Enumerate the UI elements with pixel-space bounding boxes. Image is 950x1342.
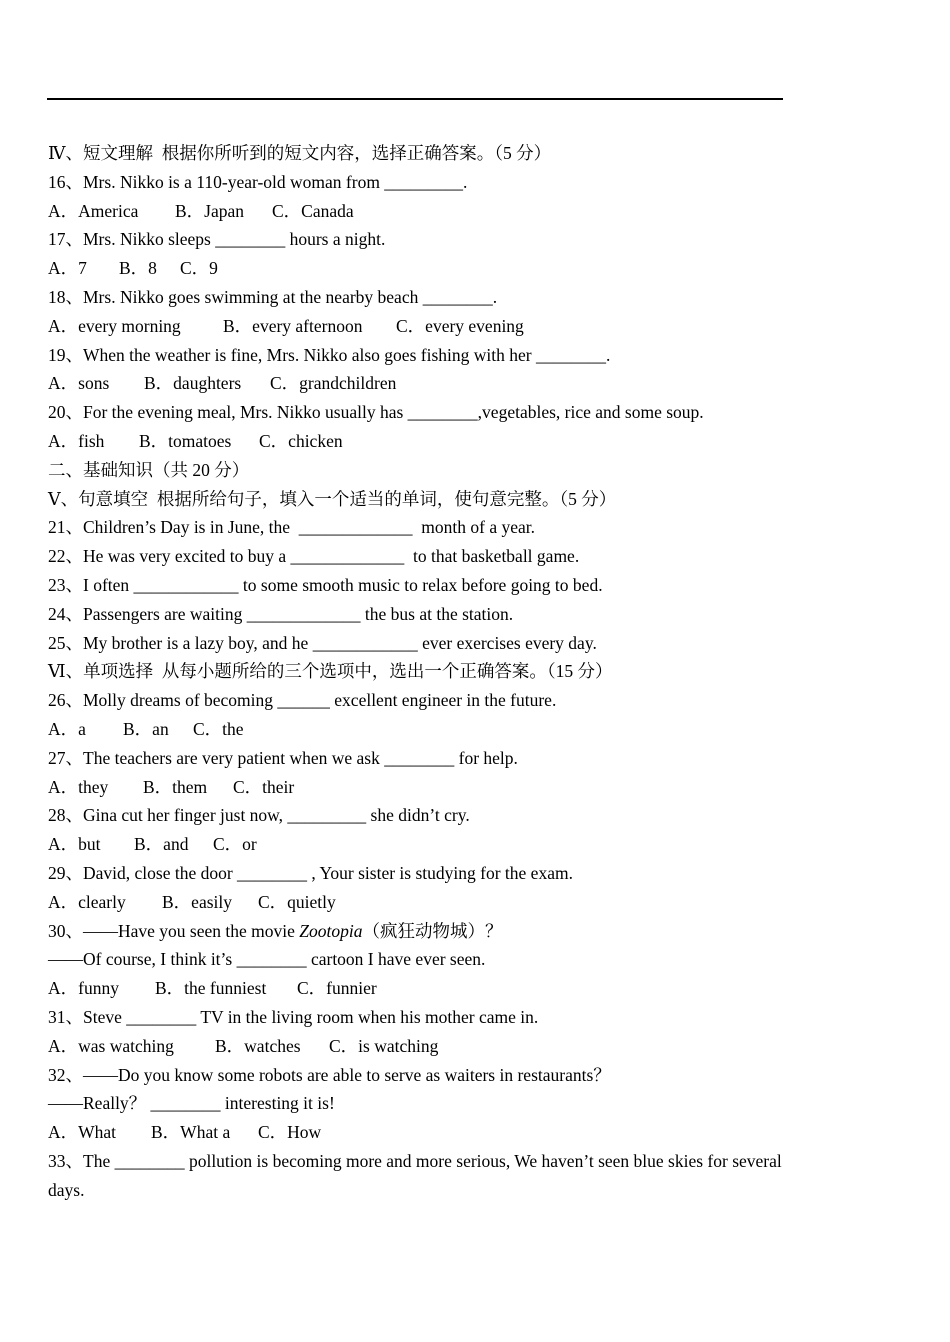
- question-29-options: [48, 888, 788, 917]
- movie-title: Zootopia: [299, 920, 363, 941]
- section-4-header: Ⅳ、短文理解 根据你所听到的短文内容，选择正确答案。（5 分）: [48, 143, 552, 163]
- question-18-stem: 18、Mrs. Nikko goes swimming at the nearby beach ________.: [48, 286, 498, 307]
- question-20-stem: 20、For the evening meal, Mrs. Nikko usually has ________,vegetables, rice and some soup.: [48, 402, 704, 423]
- option-b: B．Japan: [175, 200, 245, 221]
- question-33-stem: 33、The ________ pollution is becoming more and more serious, We haven’t seen blue skies for several days.: [48, 1150, 782, 1200]
- option-c: C．the: [193, 718, 244, 739]
- question-31-options: [48, 1032, 788, 1061]
- option-c: C．quietly: [258, 891, 336, 912]
- option-c: C．funnier: [297, 978, 377, 999]
- option-a: A．America: [48, 200, 139, 221]
- option-b: B．easily: [162, 891, 232, 912]
- question-20-options: [48, 427, 788, 456]
- option-b: B．them: [143, 776, 208, 797]
- question-23: 23、I often ____________ to some smooth music to relax before going to bed.: [48, 574, 603, 595]
- option-b: B．the funniest: [155, 978, 267, 999]
- question-19-options: [48, 369, 788, 398]
- question-29-stem: 29、David, close the door ________ , Your sister is studying for the exam.: [48, 862, 573, 883]
- question-27-options: [48, 773, 788, 802]
- option-b: B．every afternoon: [223, 315, 363, 336]
- question-26-options: [48, 715, 788, 744]
- option-a: A．every morning: [48, 315, 181, 336]
- option-c: C．Canada: [272, 200, 354, 221]
- option-c: C．is watching: [329, 1035, 439, 1056]
- option-a: A．but: [48, 834, 101, 855]
- question-27-stem: 27、The teachers are very patient when we ask ________ for help.: [48, 747, 518, 768]
- question-17-stem: 17、Mrs. Nikko sleeps ________ hours a night.: [48, 229, 386, 250]
- exam-content: [48, 139, 788, 1204]
- option-a: A．a: [48, 718, 86, 739]
- option-c: C．grandchildren: [270, 373, 397, 394]
- question-16-stem: 16、Mrs. Nikko is a 110-year-old woman from _________.: [48, 171, 468, 192]
- option-b: B．an: [123, 718, 169, 739]
- option-b: B．What a: [151, 1122, 231, 1143]
- section-5-header: Ⅴ、句意填空 根据所给句子，填入一个适当的单词，使句意完整。（5 分）: [48, 488, 617, 509]
- option-a: A．7: [48, 258, 87, 279]
- question-19-stem: 19、When the weather is fine, Mrs. Nikko also goes fishing with her ________.: [48, 344, 611, 365]
- option-a: A．was watching: [48, 1035, 174, 1056]
- option-a: A．sons: [48, 373, 110, 394]
- question-22: 22、He was very excited to buy a _____________ to that basketball game.: [48, 546, 580, 567]
- question-17-options: [48, 254, 788, 283]
- question-30-dialogue: ——Of course, I think it’s ________ cartoon I have ever seen.: [48, 949, 486, 970]
- option-a: A．What: [48, 1122, 117, 1143]
- section-2-header: 二、基础知识（共 20 分）: [48, 459, 250, 480]
- question-30-stem-end: （疯狂动物城）？: [362, 920, 503, 941]
- option-b: B．daughters: [144, 373, 242, 394]
- question-32-dialogue: ——Really？ ________ interesting it is!: [48, 1093, 335, 1114]
- header-rule: [47, 98, 783, 100]
- question-28-stem: 28、Gina cut her finger just now, _________ she didn’t cry.: [48, 805, 470, 826]
- question-24: 24、Passengers are waiting _____________ the bus at the station.: [48, 603, 514, 624]
- question-32-stem: 32、——Do you know some robots are able to serve as waiters in restaurants？: [48, 1064, 611, 1085]
- question-16-options: [48, 197, 788, 226]
- option-b: B．tomatoes: [139, 430, 232, 451]
- question-30-stem: [48, 917, 788, 946]
- question-30-stem-start: 30、——Have you seen the movie: [48, 920, 300, 941]
- option-c: C．9: [180, 258, 218, 279]
- option-a: A．clearly: [48, 891, 126, 912]
- option-b: B．watches: [215, 1035, 301, 1056]
- question-21: 21、Children’s Day is in June, the _____________ month of a year.: [48, 517, 536, 538]
- option-a: A．they: [48, 776, 109, 797]
- section-6-header: Ⅵ、单项选择 从每小题所给的三个选项中，选出一个正确答案。（15 分）: [48, 661, 613, 682]
- option-a: A．funny: [48, 978, 119, 999]
- option-c: C．every evening: [396, 315, 524, 336]
- option-b: B．8: [119, 258, 157, 279]
- question-25: 25、My brother is a lazy boy, and he ____________ ever exercises every day.: [48, 632, 597, 653]
- option-b: B．and: [134, 834, 189, 855]
- question-31-stem: 31、Steve ________ TV in the living room when his mother came in.: [48, 1006, 539, 1027]
- option-c: C．or: [213, 834, 257, 855]
- question-26-stem: 26、Molly dreams of becoming ______ excellent engineer in the future.: [48, 690, 557, 711]
- question-28-options: [48, 830, 788, 859]
- question-30-options: [48, 974, 788, 1003]
- option-c: C．chicken: [259, 430, 343, 451]
- option-a: A．fish: [48, 430, 105, 451]
- question-32-options: [48, 1118, 788, 1147]
- option-c: C．their: [233, 776, 295, 797]
- question-18-options: [48, 312, 788, 341]
- option-c: C．How: [258, 1122, 322, 1143]
